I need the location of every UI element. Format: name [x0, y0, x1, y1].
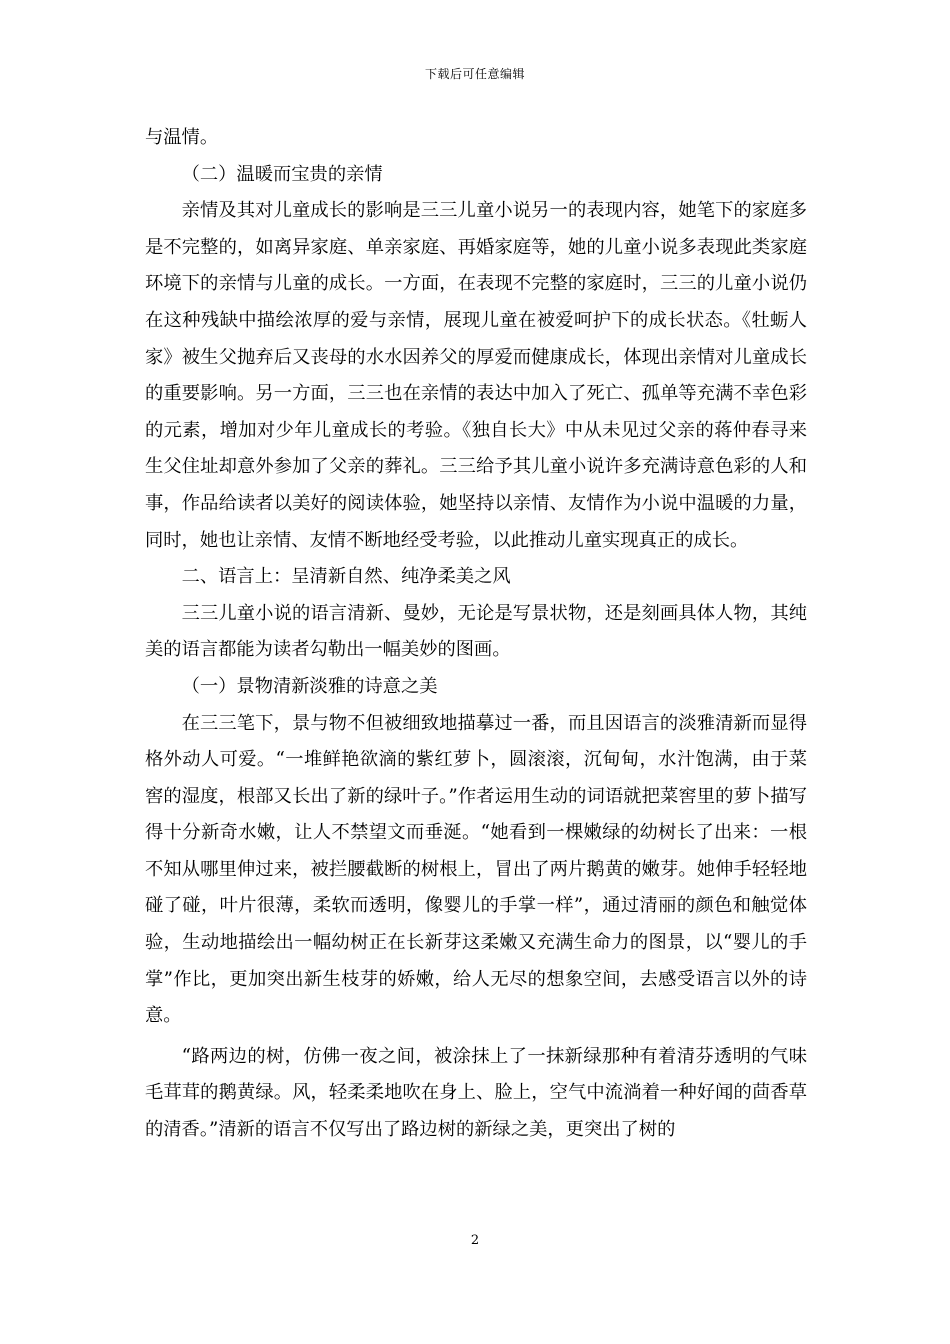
paragraph-continuation: 与温情。 — [145, 127, 219, 148]
paragraph: “路两边的树，仿佛一夜之间，被涂抹上了一抹新绿那种有着清芬透明的气味毛茸茸的鹅黄绿。风，轻柔柔地吹在身上、脸上，空气中流淌着一种好闻的茴香草的清香。”清新的语言不仅写出了路边树的新绿之美，更突出了树的 — [145, 1045, 807, 1141]
section-heading: （一）景物清新淡雅的诗意之美 — [181, 675, 438, 697]
paragraph: 在三三笔下，景与物不但被细致地描摹过一番，而且因语言的淡雅清新而显得格外动人可爱。“一堆鲜艳欲滴的紫红萝卜，圆滚滚，沉甸甸，水汁饱满，由于菜窖的湿度，根部又长出了新的绿叶子。”作者运用生动的词语就把菜窖里的萝卜描写得十分新奇水嫩，让人不禁望文而垂涎。“她看到一棵嫩绿的幼树长了出来：一根不知从哪里伸过来，被拦腰截断的树根上，冒出了两片鹅黄的嫩芽。她伸手轻轻地碰了碰，叶片很薄，柔软而透明，像婴儿的手掌一样”，通过清丽的颜色和触觉体验，生动地描绘出一幅幼树正在长新芽这柔嫩又充满生命力的图景，以“婴儿的手掌”作比，更加突出新生枝芽的娇嫩，给人无尽的想象空间，去感受语言以外的诗意。 — [145, 712, 807, 1027]
paragraph: 三三儿童小说的语言清新、曼妙，无论是写景状物，还是刻画具体人物，其纯美的语言都能为读者勾勒出一幅美妙的图画。 — [145, 602, 807, 661]
page-number: 2 — [470, 1233, 480, 1248]
page-header: 下载后可任意编辑 — [424, 67, 525, 81]
document-body — [145, 120, 807, 1149]
section-heading: （二）温暖而宝贵的亲情 — [181, 163, 383, 185]
section-heading: 二、语言上：呈清新自然、纯净柔美之风 — [181, 566, 511, 588]
paragraph: 亲情及其对儿童成长的影响是三三儿童小说另一的表现内容，她笔下的家庭多是不完整的，如离异家庭、单亲家庭、再婚家庭等，她的儿童小说多表现此类家庭环境下的亲情与儿童的成长。一方面，在表现不完整的家庭时，三三的儿童小说仍在这种残缺中描绘浓厚的爱与亲情，展现儿童在被爱呵护下的成长状态。《牡蛎人家》被生父抛弃后又丧母的水水因养父的厚爱而健康成长，体现出亲情对儿童成长的重要影响。另一方面，三三也在亲情的表达中加入了死亡、孤单等充满不幸色彩的元素，增加对少年儿童成长的考验。《独自长大》中从未见过父亲的蒋仲春寻来生父住址却意外参加了父亲的葬礼。三三给予其儿童小说许多充满诗意色彩的人和事，作品给读者以美好的阅读体验，她坚持以亲情、友情作为小说中温暖的力量，同时，她也让亲情、友情不断地经受考验，以此推动儿童实现真正的成长。 — [145, 200, 807, 551]
